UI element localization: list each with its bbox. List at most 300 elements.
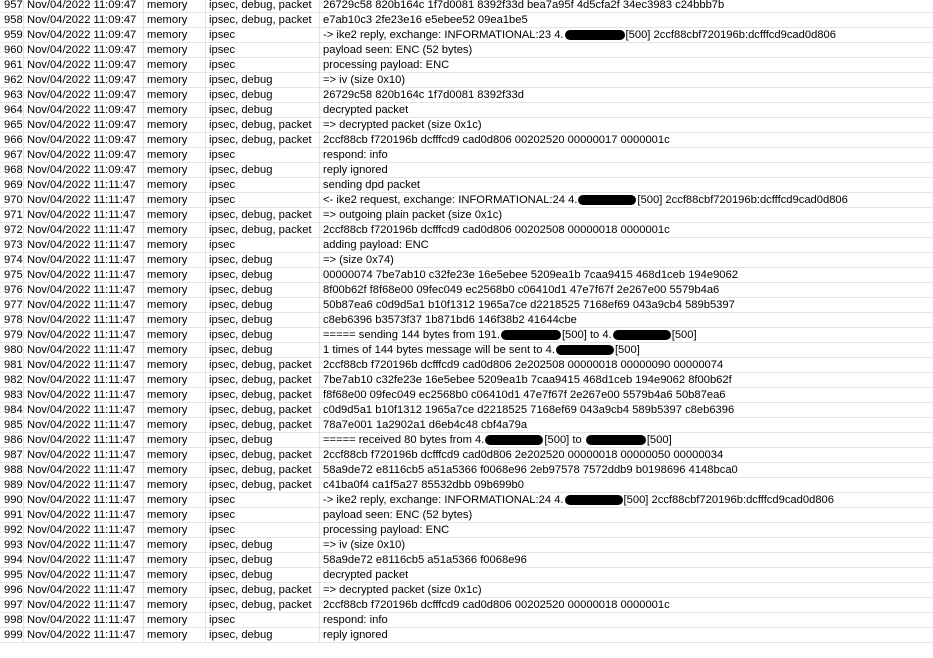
log-row[interactable] xyxy=(0,208,933,223)
topics: ipsec, debug xyxy=(206,553,320,567)
log-row[interactable] xyxy=(0,568,933,583)
module: memory xyxy=(144,148,206,162)
row-number: 970 xyxy=(0,193,24,207)
message-text: [500] xyxy=(671,329,697,341)
row-number: 987 xyxy=(0,448,24,462)
message xyxy=(320,298,933,312)
row-number: 974 xyxy=(0,253,24,267)
log-row[interactable] xyxy=(0,493,933,508)
topics: ipsec xyxy=(206,613,320,627)
module: memory xyxy=(144,268,206,282)
module: memory xyxy=(144,403,206,417)
module: memory xyxy=(144,208,206,222)
log-row[interactable] xyxy=(0,463,933,478)
timestamp: Nov/04/2022 11:09:47 xyxy=(24,0,144,12)
topics: ipsec, debug, packet xyxy=(206,118,320,132)
row-number: 966 xyxy=(0,133,24,147)
message-text: 26729c58 820b164c 1f7d0081 8392f33d bea7a95f 4d5cfa2f 34ec3983 c24bbb7b xyxy=(323,0,725,11)
message-text: [500] to 4. xyxy=(561,329,612,341)
timestamp: Nov/04/2022 11:11:47 xyxy=(24,193,144,207)
timestamp: Nov/04/2022 11:09:47 xyxy=(24,118,144,132)
message xyxy=(320,568,933,582)
redaction-mark xyxy=(613,330,671,340)
message xyxy=(320,508,933,522)
timestamp: Nov/04/2022 11:11:47 xyxy=(24,538,144,552)
message-text: => iv (size 0x10) xyxy=(323,539,406,551)
message xyxy=(320,28,933,42)
module: memory xyxy=(144,508,206,522)
topics: ipsec xyxy=(206,193,320,207)
log-row[interactable] xyxy=(0,418,933,433)
module: memory xyxy=(144,388,206,402)
topics: ipsec, debug, packet xyxy=(206,598,320,612)
topics: ipsec, debug xyxy=(206,628,320,642)
message xyxy=(320,193,933,207)
topics: ipsec xyxy=(206,238,320,252)
row-number: 999 xyxy=(0,628,24,642)
timestamp: Nov/04/2022 11:11:47 xyxy=(24,493,144,507)
module: memory xyxy=(144,493,206,507)
topics: ipsec, debug xyxy=(206,73,320,87)
message-text: c0d9d5a1 b10f1312 1965a7ce d2218525 7168ef69 043a9cb4 589b5397 c8eb6396 xyxy=(323,404,735,416)
message-text: => (size 0x74) xyxy=(323,254,394,266)
row-number: 980 xyxy=(0,343,24,357)
log-row[interactable] xyxy=(0,433,933,448)
row-number: 963 xyxy=(0,88,24,102)
row-number: 976 xyxy=(0,283,24,297)
module: memory xyxy=(144,178,206,192)
module: memory xyxy=(144,43,206,57)
log-row[interactable] xyxy=(0,298,933,313)
message-text: [500] 2ccf88cbf720196b:dcfffcd9cad0d806 xyxy=(623,494,834,506)
timestamp: Nov/04/2022 11:11:47 xyxy=(24,373,144,387)
timestamp: Nov/04/2022 11:09:47 xyxy=(24,163,144,177)
topics: ipsec xyxy=(206,178,320,192)
timestamp: Nov/04/2022 11:09:47 xyxy=(24,13,144,27)
row-number: 984 xyxy=(0,403,24,417)
topics: ipsec, debug, packet xyxy=(206,373,320,387)
timestamp: Nov/04/2022 11:11:47 xyxy=(24,553,144,567)
timestamp: Nov/04/2022 11:11:47 xyxy=(24,283,144,297)
log-row[interactable] xyxy=(0,343,933,358)
module: memory xyxy=(144,58,206,72)
message-text: payload seen: ENC (52 bytes) xyxy=(323,509,473,521)
module: memory xyxy=(144,238,206,252)
topics: ipsec xyxy=(206,493,320,507)
message-text: [500] xyxy=(646,434,672,446)
row-number: 971 xyxy=(0,208,24,222)
row-number: 981 xyxy=(0,358,24,372)
message-text: 2ccf88cb f720196b dcfffcd9 cad0d806 2e202520 00000018 00000050 00000034 xyxy=(323,449,724,461)
message xyxy=(320,0,933,12)
timestamp: Nov/04/2022 11:11:47 xyxy=(24,598,144,612)
message xyxy=(320,178,933,192)
message xyxy=(320,313,933,327)
timestamp: Nov/04/2022 11:11:47 xyxy=(24,613,144,627)
timestamp: Nov/04/2022 11:11:47 xyxy=(24,313,144,327)
message-text: 8f00b62f f8f68e00 09fec049 ec2568b0 c06410d1 47e7f67f 2e267e00 5579b4a6 xyxy=(323,284,720,296)
row-number: 994 xyxy=(0,553,24,567)
module: memory xyxy=(144,343,206,357)
module: memory xyxy=(144,598,206,612)
log-row[interactable] xyxy=(0,613,933,628)
message xyxy=(320,598,933,612)
message xyxy=(320,358,933,372)
message-text: processing payload: ENC xyxy=(323,524,450,536)
topics: ipsec, debug xyxy=(206,253,320,267)
log-row[interactable] xyxy=(0,448,933,463)
log-row[interactable] xyxy=(0,223,933,238)
module: memory xyxy=(144,358,206,372)
log-row[interactable] xyxy=(0,238,933,253)
topics: ipsec xyxy=(206,508,320,522)
timestamp: Nov/04/2022 11:09:47 xyxy=(24,133,144,147)
module: memory xyxy=(144,13,206,27)
message-text: ===== sending 144 bytes from 191. xyxy=(323,329,500,341)
module: memory xyxy=(144,433,206,447)
topics: ipsec, debug, packet xyxy=(206,223,320,237)
row-number: 988 xyxy=(0,463,24,477)
module: memory xyxy=(144,103,206,117)
module: memory xyxy=(144,28,206,42)
log-row[interactable] xyxy=(0,58,933,73)
message-text: 7be7ab10 c32fe23e 16e5ebee 5209ea1b 7caa9415 468d1ceb 194e9062 8f00b62f xyxy=(323,374,732,386)
topics: ipsec xyxy=(206,28,320,42)
message xyxy=(320,523,933,537)
module: memory xyxy=(144,628,206,642)
message xyxy=(320,418,933,432)
timestamp: Nov/04/2022 11:09:47 xyxy=(24,58,144,72)
message-text: 00000074 7be7ab10 c32fe23e 16e5ebee 5209ea1b 7caa9415 468d1ceb 194e9062 xyxy=(323,269,738,281)
message-text: [500] 2ccf88cbf720196b:dcfffcd9cad0d806 xyxy=(625,29,836,41)
timestamp: Nov/04/2022 11:11:47 xyxy=(24,583,144,597)
timestamp: Nov/04/2022 11:11:47 xyxy=(24,628,144,642)
row-number: 960 xyxy=(0,43,24,57)
module: memory xyxy=(144,193,206,207)
message-text: 2ccf88cb f720196b dcfffcd9 cad0d806 2e202508 00000018 00000090 00000074 xyxy=(323,359,724,371)
topics: ipsec, debug, packet xyxy=(206,388,320,402)
topics: ipsec xyxy=(206,523,320,537)
row-number: 957 xyxy=(0,0,24,12)
timestamp: Nov/04/2022 11:11:47 xyxy=(24,268,144,282)
timestamp: Nov/04/2022 11:11:47 xyxy=(24,358,144,372)
timestamp: Nov/04/2022 11:11:47 xyxy=(24,418,144,432)
topics: ipsec, debug, packet xyxy=(206,418,320,432)
message xyxy=(320,58,933,72)
message xyxy=(320,538,933,552)
log-row[interactable] xyxy=(0,403,933,418)
message-text: sending dpd packet xyxy=(323,179,421,191)
timestamp: Nov/04/2022 11:11:47 xyxy=(24,388,144,402)
module: memory xyxy=(144,298,206,312)
message xyxy=(320,283,933,297)
message-text: decrypted packet xyxy=(323,569,409,581)
log-row[interactable] xyxy=(0,163,933,178)
message-text: => decrypted packet (size 0x1c) xyxy=(323,119,482,131)
message xyxy=(320,373,933,387)
row-number: 975 xyxy=(0,268,24,282)
module: memory xyxy=(144,478,206,492)
log-row[interactable] xyxy=(0,253,933,268)
log-row[interactable] xyxy=(0,268,933,283)
log-row[interactable] xyxy=(0,0,933,13)
log-row[interactable] xyxy=(0,328,933,343)
message-text: decrypted packet xyxy=(323,104,409,116)
log-row[interactable] xyxy=(0,388,933,403)
message-text: processing payload: ENC xyxy=(323,59,450,71)
log-row[interactable] xyxy=(0,73,933,88)
log-row[interactable] xyxy=(0,538,933,553)
redaction-mark xyxy=(485,435,543,445)
module: memory xyxy=(144,523,206,537)
message-text: e7ab10c3 2fe23e16 e5ebee52 09ea1be5 xyxy=(323,14,528,26)
redaction-mark xyxy=(578,195,636,205)
timestamp: Nov/04/2022 11:09:47 xyxy=(24,43,144,57)
message-text: 78a7e001 1a2902a1 d6eb4c48 cbf4a79a xyxy=(323,419,528,431)
row-number: 968 xyxy=(0,163,24,177)
log-row[interactable] xyxy=(0,283,933,298)
topics: ipsec, debug xyxy=(206,298,320,312)
module: memory xyxy=(144,373,206,387)
topics: ipsec, debug xyxy=(206,343,320,357)
module: memory xyxy=(144,328,206,342)
message-text: [500] to xyxy=(544,434,585,446)
row-number: 961 xyxy=(0,58,24,72)
message-text: => iv (size 0x10) xyxy=(323,74,406,86)
row-number: 986 xyxy=(0,433,24,447)
topics: ipsec, debug, packet xyxy=(206,478,320,492)
log-row[interactable] xyxy=(0,523,933,538)
module: memory xyxy=(144,133,206,147)
log-row[interactable] xyxy=(0,148,933,163)
message-text: => outgoing plain packet (size 0x1c) xyxy=(323,209,503,221)
message-text: c8eb6396 b3573f37 1b871bd6 146f38b2 41644cbe xyxy=(323,314,577,326)
log-row[interactable] xyxy=(0,553,933,568)
message xyxy=(320,388,933,402)
module: memory xyxy=(144,0,206,12)
row-number: 992 xyxy=(0,523,24,537)
row-number: 997 xyxy=(0,598,24,612)
row-number: 965 xyxy=(0,118,24,132)
log-row[interactable] xyxy=(0,133,933,148)
message-text: 1 times of 144 bytes message will be sent to 4. xyxy=(323,344,555,356)
topics: ipsec xyxy=(206,148,320,162)
timestamp: Nov/04/2022 11:11:47 xyxy=(24,463,144,477)
log-row[interactable] xyxy=(0,43,933,58)
message xyxy=(320,208,933,222)
message-text: 58a9de72 e8116cb5 a51a5366 f0068e96 2eb97578 7572ddb9 b0198696 4148bca0 xyxy=(323,464,738,476)
topics: ipsec, debug, packet xyxy=(206,448,320,462)
log-row[interactable] xyxy=(0,103,933,118)
timestamp: Nov/04/2022 11:11:47 xyxy=(24,343,144,357)
message-text: 58a9de72 e8116cb5 a51a5366 f0068e96 xyxy=(323,554,527,566)
topics: ipsec, debug xyxy=(206,283,320,297)
redaction-mark xyxy=(501,330,561,340)
message-text: => decrypted packet (size 0x1c) xyxy=(323,584,482,596)
log-row[interactable] xyxy=(0,598,933,613)
log-row[interactable] xyxy=(0,313,933,328)
module: memory xyxy=(144,583,206,597)
message xyxy=(320,163,933,177)
log-row[interactable] xyxy=(0,118,933,133)
log-row[interactable] xyxy=(0,13,933,28)
log-row[interactable] xyxy=(0,583,933,598)
message xyxy=(320,133,933,147)
row-number: 978 xyxy=(0,313,24,327)
timestamp: Nov/04/2022 11:11:47 xyxy=(24,568,144,582)
module: memory xyxy=(144,253,206,267)
module: memory xyxy=(144,538,206,552)
message-text: ===== received 80 bytes from 4. xyxy=(323,434,485,446)
row-number: 985 xyxy=(0,418,24,432)
message xyxy=(320,118,933,132)
message-text: f8f68e00 09fec049 ec2568b0 c06410d1 47e7f67f 2e267e00 5579b4a6 50b87ea6 xyxy=(323,389,726,401)
topics: ipsec, debug xyxy=(206,313,320,327)
log-row[interactable] xyxy=(0,373,933,388)
module: memory xyxy=(144,163,206,177)
topics: ipsec, debug, packet xyxy=(206,463,320,477)
module: memory xyxy=(144,463,206,477)
message xyxy=(320,613,933,627)
row-number: 967 xyxy=(0,148,24,162)
row-number: 982 xyxy=(0,373,24,387)
module: memory xyxy=(144,418,206,432)
redaction-mark xyxy=(586,435,646,445)
message xyxy=(320,343,933,357)
message xyxy=(320,13,933,27)
timestamp: Nov/04/2022 11:11:47 xyxy=(24,298,144,312)
topics: ipsec, debug, packet xyxy=(206,133,320,147)
message-text: -> ike2 reply, exchange: INFORMATIONAL:24 4. xyxy=(323,494,564,506)
timestamp: Nov/04/2022 11:11:47 xyxy=(24,448,144,462)
message-text: <- ike2 request, exchange: INFORMATIONAL:24 4. xyxy=(323,194,578,206)
topics: ipsec, debug, packet xyxy=(206,583,320,597)
log-row[interactable] xyxy=(0,193,933,208)
timestamp: Nov/04/2022 11:09:47 xyxy=(24,73,144,87)
module: memory xyxy=(144,313,206,327)
row-number: 977 xyxy=(0,298,24,312)
topics: ipsec, debug, packet xyxy=(206,403,320,417)
timestamp: Nov/04/2022 11:11:47 xyxy=(24,238,144,252)
message-text: respond: info xyxy=(323,614,388,626)
log-row[interactable] xyxy=(0,178,933,193)
row-number: 990 xyxy=(0,493,24,507)
message xyxy=(320,103,933,117)
module: memory xyxy=(144,118,206,132)
timestamp: Nov/04/2022 11:09:47 xyxy=(24,148,144,162)
row-number: 998 xyxy=(0,613,24,627)
message xyxy=(320,463,933,477)
row-number: 969 xyxy=(0,178,24,192)
message xyxy=(320,268,933,282)
row-number: 983 xyxy=(0,388,24,402)
message-text: payload seen: ENC (52 bytes) xyxy=(323,44,473,56)
message-text: 2ccf88cb f720196b dcfffcd9 cad0d806 00202508 00000018 0000001c xyxy=(323,224,670,236)
redaction-mark xyxy=(565,30,625,40)
module: memory xyxy=(144,613,206,627)
log-row[interactable] xyxy=(0,478,933,493)
topics: ipsec, debug, packet xyxy=(206,358,320,372)
message-text: 2ccf88cb f720196b dcfffcd9 cad0d806 00202520 00000017 0000001c xyxy=(323,134,670,146)
topics: ipsec, debug xyxy=(206,268,320,282)
message-text: c41ba0f4 ca1f5a27 85532dbb 09b699b0 xyxy=(323,479,524,491)
topics: ipsec, debug xyxy=(206,88,320,102)
timestamp: Nov/04/2022 11:11:47 xyxy=(24,178,144,192)
topics: ipsec, debug xyxy=(206,328,320,342)
module: memory xyxy=(144,283,206,297)
message xyxy=(320,433,933,447)
message xyxy=(320,583,933,597)
row-number: 962 xyxy=(0,73,24,87)
row-number: 979 xyxy=(0,328,24,342)
message-text: adding payload: ENC xyxy=(323,239,429,251)
log-row[interactable] xyxy=(0,28,933,43)
log-row[interactable] xyxy=(0,88,933,103)
timestamp: Nov/04/2022 11:09:47 xyxy=(24,103,144,117)
topics: ipsec, debug xyxy=(206,568,320,582)
log-row[interactable] xyxy=(0,358,933,373)
message xyxy=(320,88,933,102)
topics: ipsec xyxy=(206,43,320,57)
timestamp: Nov/04/2022 11:11:47 xyxy=(24,253,144,267)
row-number: 959 xyxy=(0,28,24,42)
module: memory xyxy=(144,73,206,87)
message-text: -> ike2 reply, exchange: INFORMATIONAL:23 4. xyxy=(323,29,564,41)
module: memory xyxy=(144,448,206,462)
row-number: 991 xyxy=(0,508,24,522)
row-number: 972 xyxy=(0,223,24,237)
message xyxy=(320,628,933,642)
module: memory xyxy=(144,568,206,582)
message xyxy=(320,148,933,162)
row-number: 989 xyxy=(0,478,24,492)
message xyxy=(320,403,933,417)
message xyxy=(320,493,933,507)
message xyxy=(320,553,933,567)
module: memory xyxy=(144,553,206,567)
timestamp: Nov/04/2022 11:11:47 xyxy=(24,403,144,417)
message-text: reply ignored xyxy=(323,629,388,641)
row-number: 964 xyxy=(0,103,24,117)
topics: ipsec, debug xyxy=(206,103,320,117)
timestamp: Nov/04/2022 11:11:47 xyxy=(24,508,144,522)
topics: ipsec, debug, packet xyxy=(206,208,320,222)
message xyxy=(320,253,933,267)
topics: ipsec, debug xyxy=(206,433,320,447)
topics: ipsec, debug xyxy=(206,163,320,177)
timestamp: Nov/04/2022 11:11:47 xyxy=(24,478,144,492)
message xyxy=(320,328,933,342)
message xyxy=(320,43,933,57)
topics: ipsec, debug, packet xyxy=(206,13,320,27)
topics: ipsec xyxy=(206,58,320,72)
log-row[interactable] xyxy=(0,508,933,523)
timestamp: Nov/04/2022 11:09:47 xyxy=(24,28,144,42)
topics: ipsec, debug xyxy=(206,538,320,552)
module: memory xyxy=(144,88,206,102)
message-text: reply ignored xyxy=(323,164,388,176)
log-row[interactable] xyxy=(0,628,933,643)
timestamp: Nov/04/2022 11:11:47 xyxy=(24,433,144,447)
message-text: 2ccf88cb f720196b dcfffcd9 cad0d806 00202520 00000018 0000001c xyxy=(323,599,670,611)
message-text: [500] xyxy=(614,344,640,356)
message-text: 26729c58 820b164c 1f7d0081 8392f33d xyxy=(323,89,524,101)
timestamp: Nov/04/2022 11:09:47 xyxy=(24,88,144,102)
row-number: 996 xyxy=(0,583,24,597)
redaction-mark xyxy=(565,495,623,505)
timestamp: Nov/04/2022 11:11:47 xyxy=(24,223,144,237)
message-text: 50b87ea6 c0d9d5a1 b10f1312 1965a7ce d2218525 7168ef69 043a9cb4 589b5397 xyxy=(323,299,735,311)
